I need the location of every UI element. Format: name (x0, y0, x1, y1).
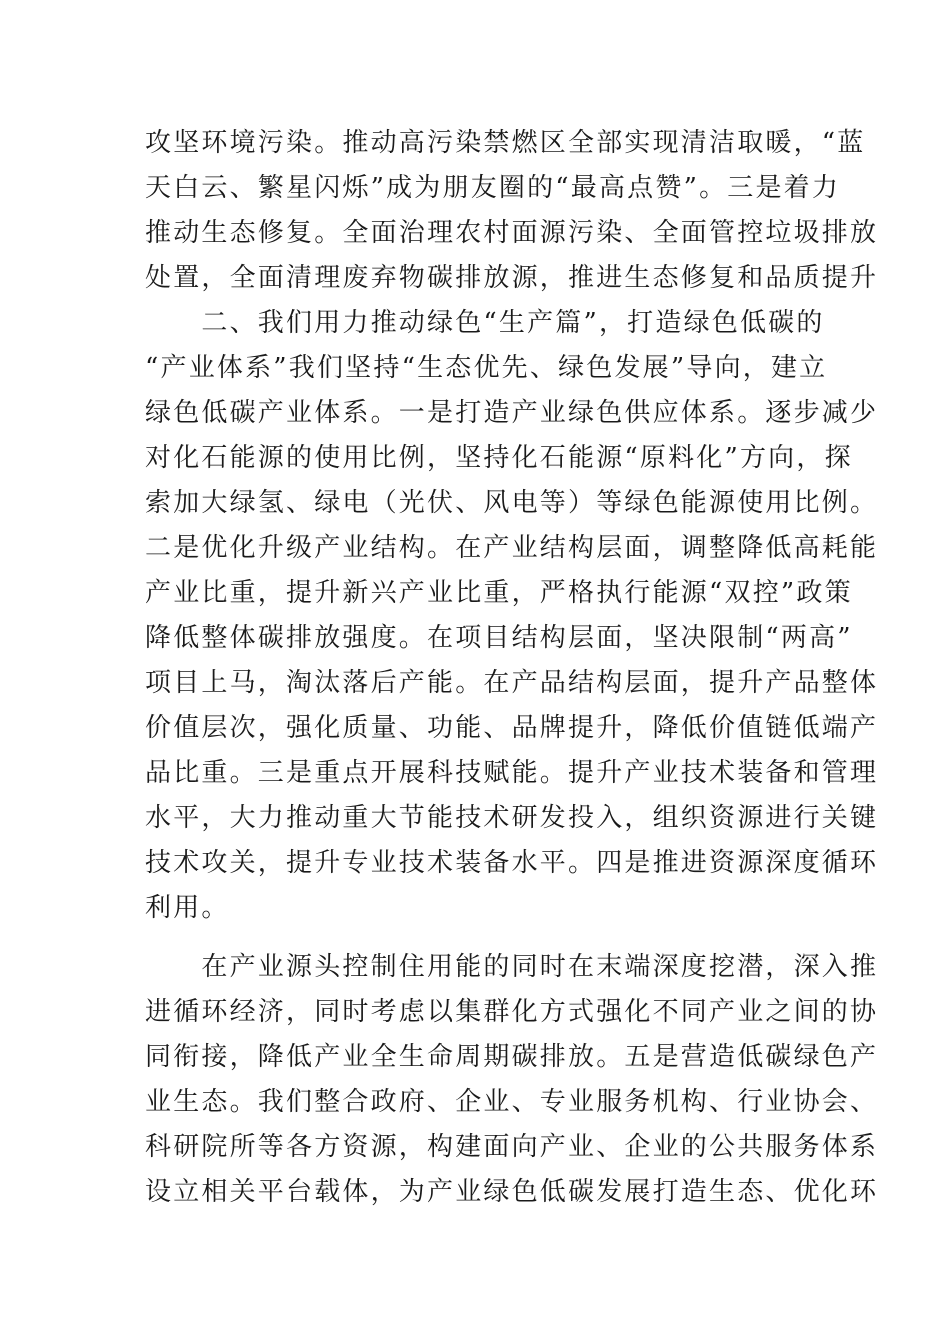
text-line: 项目上马，淘汰落后产能。在产品结构层面，提升产品整体 (145, 668, 879, 698)
text-line: 对化石能源的使用比例，坚持化石能源“原料化”方向，探 (145, 443, 853, 473)
text-line: 进循环经济，同时考虑以集群化方式强化不同产业之间的协 (145, 997, 879, 1027)
text-line: 品比重。三是重点开展科技赋能。提升产业技术装备和管理 (145, 758, 879, 788)
text-line: 水平，大力推动重大节能技术研发投入，组织资源进行关键 (145, 803, 879, 833)
text-line: 二是优化升级产业结构。在产业结构层面，调整降低高耗能 (145, 533, 879, 563)
text-line: 处置，全面清理废弃物碳排放源，推进生态修复和品质提升 (145, 263, 879, 293)
text-line: 推动生态修复。全面治理农村面源污染、全面管控垃圾排放 (145, 218, 879, 248)
text-line: 业生态。我们整合政府、企业、专业服务机构、行业协会、 (145, 1087, 879, 1117)
text-line: 攻坚环境污染。推动高污染禁燃区全部实现清洁取暖，“蓝 (145, 128, 866, 158)
text-line: 在产业源头控制住用能的同时在末端深度挖潜，深入推 (145, 952, 879, 982)
text-line: 天白云、繁星闪烁”成为朋友圈的“最高点赞”。三是着力 (145, 173, 841, 203)
text-line: 二、我们用力推动绿色“生产篇”，打造绿色低碳的 (145, 308, 825, 338)
text-line: “产业体系”我们坚持“生态优先、绿色发展”导向，建立 (145, 353, 828, 383)
text-line: 产业比重，提升新兴产业比重，严格执行能源“双控”政策 (145, 578, 853, 608)
text-line: 利用。 (145, 893, 230, 923)
text-line: 价值层次，强化质量、功能、品牌提升，降低价值链低端产 (145, 713, 879, 743)
text-line: 技术攻关，提升专业技术装备水平。四是推进资源深度循环 (145, 848, 879, 878)
paragraph-gap (145, 931, 810, 945)
text-line: 科研院所等各方资源，构建面向产业、企业的公共服务体系 (145, 1132, 879, 1162)
text-line: 绿色低碳产业体系。一是打造产业绿色供应体系。逐步减少 (145, 398, 879, 428)
body-text (145, 121, 879, 1215)
text-line: 降低整体碳排放强度。在项目结构层面，坚决限制“两高” (145, 623, 853, 653)
text-line: 设立相关平台载体，为产业绿色低碳发展打造生态、优化环 (145, 1177, 879, 1207)
text-line: 索加大绿氢、绿电（光伏、风电等）等绿色能源使用比例。 (145, 488, 879, 518)
text-line: 同衔接，降低产业全生命周期碳排放。五是营造低碳绿色产 (145, 1042, 879, 1072)
